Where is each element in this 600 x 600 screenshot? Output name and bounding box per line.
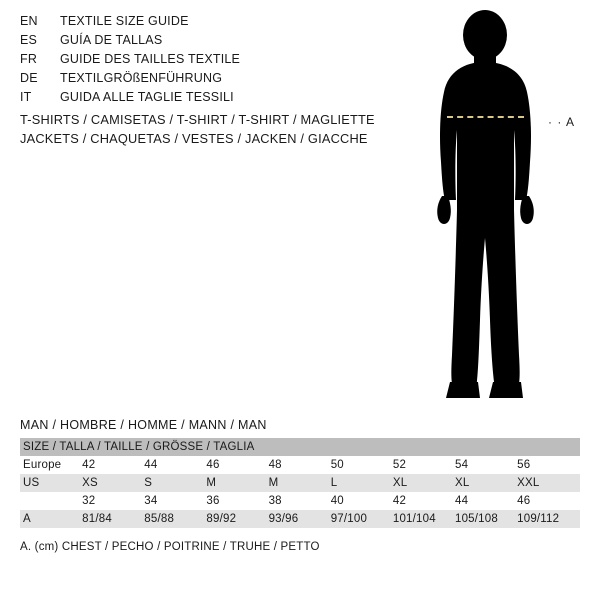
cell: 52 [392, 459, 407, 471]
row-label: Europe [23, 459, 62, 471]
cell: 101/104 [392, 513, 436, 525]
table-footnote: A. (cm) CHEST / PECHO / POITRINE / TRUHE / PETTO [20, 541, 320, 553]
legend-code: ES [20, 33, 38, 47]
cell: 81/84 [82, 513, 112, 525]
legend-text: TEXTILE SIZE GUIDE [60, 14, 189, 28]
measure-label-a: · · A [548, 115, 576, 129]
table-header-row [20, 438, 580, 456]
legend-row [20, 90, 380, 109]
cell: 44 [454, 495, 469, 507]
legend-text: GUIDE DES TAILLES TEXTILE [60, 52, 241, 66]
cell: 105/108 [454, 513, 498, 525]
table-row [20, 456, 580, 474]
chest-measure-line [447, 116, 524, 118]
cell: XS [82, 477, 98, 489]
cell: 85/88 [144, 513, 175, 525]
cell: 42 [82, 459, 96, 471]
cell: 36 [206, 495, 220, 507]
cell: 42 [392, 495, 407, 507]
language-legend [20, 14, 380, 109]
legend-text: GUIDA ALLE TAGLIE TESSILI [60, 90, 234, 104]
legend-code: IT [20, 90, 32, 104]
size-table-block [20, 418, 580, 553]
cell: 97/100 [330, 513, 368, 525]
legend-code: FR [20, 52, 38, 66]
table-title: MAN / HOMBRE / HOMME / MANN / MAN [20, 418, 267, 432]
cell: 89/92 [206, 513, 237, 525]
legend-row [20, 14, 380, 33]
legend-code: DE [20, 71, 38, 85]
cell: 44 [144, 459, 158, 471]
male-silhouette-figure [400, 10, 590, 405]
cell: 109/112 [517, 513, 560, 525]
row-label [20, 492, 82, 510]
cell: 40 [330, 495, 344, 507]
cell: 32 [82, 495, 96, 507]
table-row [20, 510, 580, 528]
legend-row [20, 33, 380, 52]
cell: M [268, 477, 279, 489]
cell: 48 [268, 459, 282, 471]
cell: S [144, 477, 153, 489]
legend-row [20, 52, 380, 71]
cell: 50 [330, 459, 344, 471]
cell: XL [454, 477, 470, 489]
size-table [20, 438, 580, 528]
cell: 56 [517, 459, 531, 471]
legend-text: GUÍA DE TALLAS [60, 33, 163, 47]
row-label: A [23, 513, 31, 525]
category-jackets: JACKETS / CHAQUETAS / VESTES / JACKEN / GIACCHE [20, 131, 368, 146]
cell: L [330, 477, 338, 489]
cell: 34 [144, 495, 158, 507]
cell: XL [392, 477, 408, 489]
cell: XXL [517, 477, 540, 489]
cell: 93/96 [268, 513, 299, 525]
cell: 54 [454, 459, 469, 471]
table-header-label: SIZE / TALLA / TAILLE / GRÖSSE / TAGLIA [23, 441, 255, 453]
legend-row [20, 71, 380, 90]
table-row [20, 492, 580, 510]
garment-categories [20, 110, 400, 148]
cell: 46 [517, 495, 531, 507]
cell: 38 [268, 495, 282, 507]
silhouette-icon [400, 10, 590, 405]
legend-text: TEXTILGRÖßENFÜHRUNG [60, 71, 223, 85]
cell: M [206, 477, 217, 489]
row-label: US [23, 477, 40, 489]
category-tshirts: T-SHIRTS / CAMISETAS / T-SHIRT / T-SHIRT / MAGLIETTE [20, 112, 375, 127]
legend-code: EN [20, 14, 38, 28]
cell: 46 [206, 459, 220, 471]
table-row [20, 474, 580, 492]
